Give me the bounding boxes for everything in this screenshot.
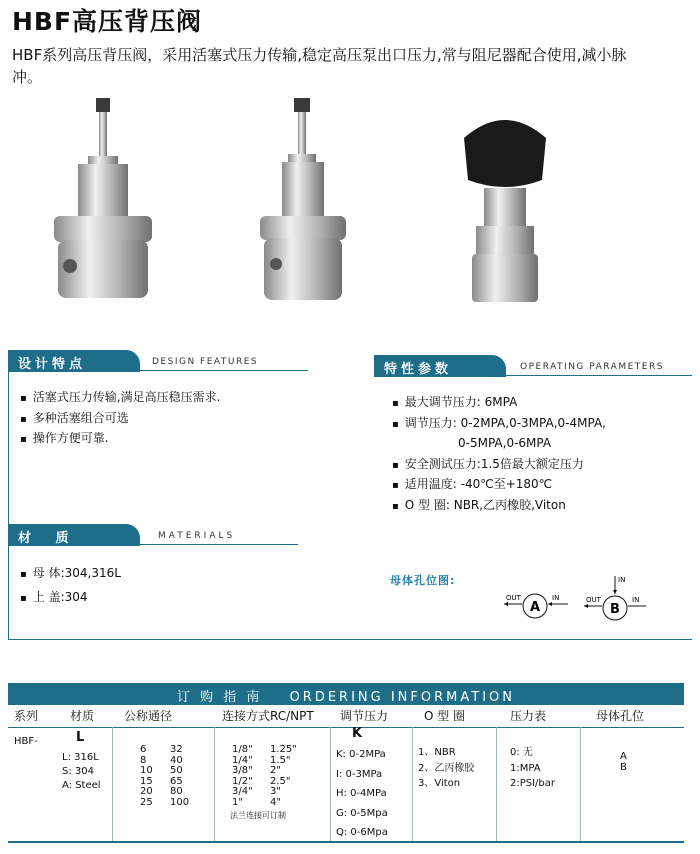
list-item: ▪ 多种活塞组合可选: [20, 409, 220, 430]
header-series: 系列: [14, 709, 39, 723]
parameters-list: [392, 393, 606, 516]
header-pressure: 调节压力: [340, 709, 389, 723]
parameters-tab: 特性参数: [374, 355, 506, 377]
hole-b-out: OUT: [586, 596, 601, 604]
ordering-table: [8, 705, 684, 843]
hole-diagram-a: [504, 590, 584, 624]
list-item: ▪ 母 体:304,316L: [20, 562, 121, 586]
section-divider: [506, 375, 692, 376]
material-code: L: [76, 730, 85, 745]
list-item: ▪ 上 盖:304: [20, 586, 121, 610]
parameters-header: [374, 355, 692, 377]
valve-photo-3: [450, 108, 560, 308]
materials-tab: 材 质: [8, 524, 140, 546]
diameter-options-a: 6 8 10 15 20 25: [140, 744, 153, 808]
materials-list: [20, 562, 121, 610]
gauge-options: 0: 无 1:MPA 2:PSI/bar: [510, 747, 556, 789]
design-features-header: [8, 350, 308, 372]
table-header-divider: [8, 727, 684, 728]
section-divider: [140, 544, 298, 545]
materials-header: [8, 524, 298, 546]
valve-photo-2: [258, 96, 348, 306]
diameter-options-b: 32 40 50 65 80 100: [170, 744, 190, 808]
hole-b-in-top: IN: [618, 576, 626, 584]
header-gauge: 压力表: [510, 709, 547, 723]
column-divider: [496, 727, 497, 841]
list-item: ▪ 活塞式压力传输,满足高压稳压需求.: [20, 388, 220, 409]
connection-options-a: 1/8" 1/4" 3/8" 1/2" 3/4" 1": [232, 744, 253, 808]
header-diameter: 公称通径: [124, 709, 173, 723]
column-divider: [214, 727, 215, 841]
list-item: ▪ 最大调节压力: 6MPA: [392, 393, 606, 414]
list-item: 0-5MPA,0-6MPA: [458, 436, 552, 450]
pressure-code: K: [352, 726, 363, 741]
list-item: ▪ 适用温度: -40℃至+180℃: [392, 475, 606, 496]
hole-a-out: OUT: [506, 594, 521, 602]
design-features-tab: 设计特点: [8, 350, 140, 372]
valve-photo-1: [48, 96, 158, 306]
ordering-bar: [8, 683, 684, 705]
list-item: ▪ 安全测试压力:1.5倍最大额定压力: [392, 455, 606, 476]
list-item: ▪ 操作方便可靠.: [20, 429, 220, 450]
column-divider: [330, 727, 331, 841]
column-divider: [412, 727, 413, 841]
header-holes: 母体孔位: [596, 709, 645, 723]
list-item: ▪ O 型 圈: NBR,乙丙橡胶,Viton: [392, 496, 606, 517]
design-features-en: DESIGN FEATURES: [152, 357, 259, 367]
hole-b-in-side: IN: [632, 596, 640, 604]
oring-options: 1、NBR 2、乙丙橡胶 3、Viton: [418, 747, 475, 789]
intro-text: HBF系列高压背压阀，采用活塞式压力传输,稳定高压泵出口压力,常与阻尼器配合使用,减小脉冲。: [12, 46, 627, 86]
list-item: ▪ 调节压力: 0-2MPA,0-3MPA,0-4MPA,: [392, 414, 606, 435]
hole-options: A B: [620, 751, 627, 773]
parameters-en: OPERATING PARAMETERS: [520, 362, 664, 372]
section-divider: [140, 370, 308, 371]
materials-en: MATERIALS: [158, 531, 236, 541]
hole-a-label: A: [529, 600, 541, 615]
column-divider: [112, 727, 113, 841]
page-title: HBF高压背压阀: [12, 7, 203, 36]
hole-a-in: IN: [552, 594, 560, 602]
design-features-list: [20, 388, 220, 450]
header-material: 材质: [70, 709, 95, 723]
column-divider: [580, 727, 581, 841]
series-value: HBF-: [14, 736, 38, 747]
hole-diagram-title: 母体孔位图:: [390, 574, 456, 587]
header-oring: O 型 圈: [424, 709, 466, 723]
header-connection: 连接方式RC/NPT: [222, 709, 314, 723]
hole-b-label: B: [610, 602, 620, 617]
connection-options-b: 1.25" 1.5" 2" 2.5" 3" 4": [270, 744, 297, 808]
material-options: L: 316L S: 304 A: Steel: [62, 752, 101, 791]
hole-diagram-b: [584, 572, 664, 626]
ordering-title-en: ORDERING INFORMATION: [289, 690, 515, 705]
pressure-options: K: 0-2MPa I: 0-3MPa H: 0-4MPa G: 0-5Mpa Q: 0-6Mpa: [336, 749, 388, 838]
ordering-title-cn: 订 购 指 南: [177, 690, 263, 705]
connection-note: 法兰连接可订制: [230, 811, 286, 820]
